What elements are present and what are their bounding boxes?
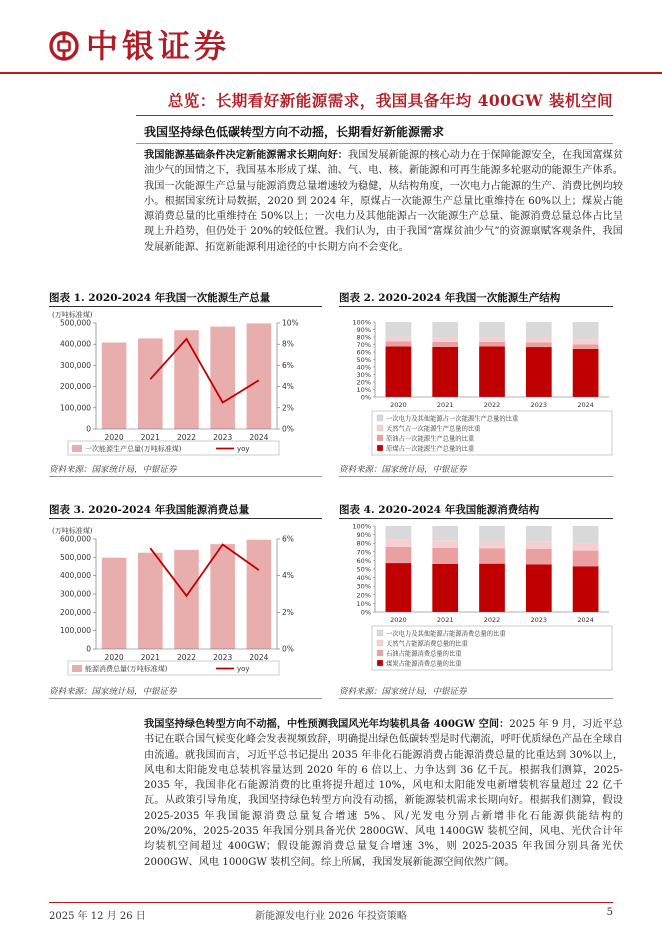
fig2-legend-label: 原煤占一次能源生产总量的比重 [386,445,475,453]
figure-1-title-text: 图表 1. 2020-2024 年我国一次能源生产总量 [49,292,271,304]
fig2-bar-segment [479,322,505,337]
figure-3-title [49,502,249,517]
fig1-right-tick-label: 8% [282,339,294,349]
fig2-bar-segment [573,349,599,397]
fig3-x-tick-label: 2024 [249,653,269,662]
fig2-legend-swatch [377,415,383,421]
fig4-y-tick-label: 90% [356,531,371,540]
figure-4-bottom-rule [339,698,613,699]
fig2-bar-segment [573,344,599,349]
fig2-bar-segment [573,340,599,345]
fig4-bar-segment [573,551,599,567]
figure-1-source: 资料来源：国家统计局，中银证券 [49,465,177,475]
fig2-x-tick-label: 2024 [577,401,594,409]
figure-3-source: 资料来源：国家统计局，中银证券 [49,687,177,697]
fig3-right-tick-label: 4% [282,571,294,581]
fig3-legend-label-bar: 能源消费总量(万吨标准煤) [85,665,168,673]
fig3-left-tick-label: 200,000 [59,607,91,617]
fig4-bar-segment [432,540,458,548]
brand-name: 中银证券 [86,27,231,65]
figure-3-chart [49,520,322,680]
footer-page-number: 5 [606,907,613,918]
fig1-bar [102,343,127,429]
fig1-legend-label-bar: 一次能源生产总量(万吨标准煤) [85,445,182,453]
fig1-left-tick-label: 0 [86,424,91,434]
fig2-x-tick-label: 2023 [530,401,548,409]
fig3-left-tick-label: 500,000 [59,552,91,562]
figure-2-source: 资料来源：国家统计局，中银证券 [339,465,467,475]
fig1-left-tick-label: 400,000 [59,339,91,349]
fig2-bar-segment [432,337,458,342]
fig4-bar-segment [479,526,505,541]
fig1-x-tick-label: 2024 [249,433,269,442]
fig3-right-tick-label: 6% [282,534,294,544]
fig3-right-tick-label: 0% [282,644,294,654]
fig3-bar [138,553,163,649]
fig2-legend-swatch [377,435,383,441]
fig4-x-tick-label: 2020 [390,616,407,624]
fig4-legend-swatch [377,630,383,636]
fig4-bar-segment [573,566,599,612]
figure-3-title-text: 图表 3. 2020-2024 年我国能源消费总量 [49,504,250,516]
section1-body: 我国发展新能源的核心动力在于保障能源安全，在我国富煤贫油少气的国情之下，我国基本形成了煤、油、气、电、核、新能源和可再生能源多轮驱动的能源生产体系。我国一次能源生产总量与能源消费总量增速较为稳健，从结构角度，一次电力占能源的生产、消费比例均较小。根据国家统计局数据，2020 到 2024 年，原煤占一次能源生产总量比重维持在 60%以上；煤炭占能源消费总量的比重维持在 50%以上；一次电力及其他能源占一次能源生产总量、能源消费总量总体占比呈现上升趋势，但仍处于 20%的较低位置。我们认为，由于我国“富煤贫油少气”的资源禀赋客观条件，我国发展新能源、拓宽新能源利用途径的中长期方向不会变化。 [144,150,624,253]
fig4-legend-label: 天然气占能源消费总量的比重 [386,640,468,648]
section2-body: 2025 年 9 月，习近平总书记在联合国气候变化峰会发表视频致辞，明确提出绿色低碳转型是时代潮流，呼吁优质绿色产品在全球自由流通。就我国而言，习近平总书记提出 2035 年非化石能源消费占能源消费总量的比重达到 30%以上，风电和太阳能发电总装机容量达到 2020 年的 6 倍以上、力争达到 36 亿千瓦。根据我们测算，2025-2035 年，我国非化石能源消费的比重将提升超过 10%，风电和太阳能发电新增装机容量超过 22 亿千瓦。从政策引导角度，我国坚持绿色转型方向没有动摇，新能源装机需求长期向好。根据我们测算，假设 2025-2035 年我国能源消费总量复合增速 5%、风/光发电分别占新增非化石能源供能结构的 20%/20%，2025-2035 年我国分别具备光伏 2800GW、风电 1400GW 装机空间，风电、光伏合计年均装机空间超过 400GW；假设能源消费总量复合增速 3%，则 2025-2035 年我国分别具备光伏 2000GW、风电 1000GW 装机空间。综上所属，我国发展新能源空间依然广阔。 [144,719,623,868]
section1-paragraph [144,148,623,255]
section2-lead: 我国坚持绿色转型方向不动摇，中性预测我国风光年均装机具备 400GW 空间： [144,718,510,730]
fig2-y-tick-label: 90% [356,326,371,334]
fig4-x-tick-label: 2022 [483,616,501,624]
fig4-y-tick-label: 80% [356,539,371,548]
fig2-y-tick-label: 20% [356,378,371,387]
fig4-x-tick-label: 2023 [530,616,548,624]
fig4-legend-label: 石油占能源消费总量的比重 [386,650,462,658]
figure-3-rule [49,518,322,519]
fig1-bar [138,338,163,429]
fig4-bar-segment [386,563,412,612]
fig1-right-tick-label: 6% [282,360,294,370]
fig1-right-tick-label: 4% [282,382,294,392]
figure-4-title [339,502,539,517]
fig2-legend-label: 一次电力及其他能源占一次能源生产总量的比重 [386,415,519,423]
fig1-left-tick-label: 300,000 [59,360,91,370]
fig2-legend-swatch [377,425,383,431]
fig2-bar-segment [479,337,505,342]
section-divider [136,143,613,144]
header-divider [0,72,662,74]
fig2-y-tick-label: 70% [356,341,371,349]
fig2-legend-label: 天然气占一次能源生产总量的比重 [386,425,481,433]
fig3-x-tick-label: 2020 [104,653,124,662]
fig1-x-tick-label: 2020 [104,433,124,442]
fig4-x-tick-label: 2024 [577,616,594,624]
fig3-x-tick-label: 2021 [140,653,160,662]
fig4-y-tick-label: 100% [352,522,371,531]
fig4-y-tick-label: 70% [356,548,371,557]
fig4-y-tick-label: 10% [356,599,371,608]
fig3-yoy-line [150,545,259,596]
fig2-bar-segment [432,322,458,337]
bank-of-china-logo-icon [49,31,79,61]
fig1-left-tick-label: 200,000 [59,382,91,392]
fig1-bar [210,327,235,429]
fig3-bar [210,544,235,649]
fig2-y-tick-label: 80% [356,333,371,342]
fig4-legend-swatch [377,650,383,656]
fig4-y-tick-label: 60% [356,556,371,565]
footer-date: 2025 年 12 月 26 日 [49,911,146,922]
fig2-bar-segment [479,342,505,347]
fig2-bar-segment [526,322,552,338]
fig4-legend-swatch [377,640,383,646]
fig2-y-tick-label: 60% [356,348,371,357]
page-title: 总览：长期看好新能源需求，我国具备年均 400GW 装机空间 [167,91,613,110]
fig2-y-tick-label: 40% [356,363,371,372]
fig2-bar-segment [386,337,412,342]
fig2-bar-segment [526,342,552,347]
fig2-y-tick-label: 10% [356,386,371,394]
fig4-bar-segment [479,548,505,563]
fig1-x-tick-label: 2021 [140,433,160,442]
fig1-right-tick-label: 0% [282,424,294,434]
fig3-left-tick-label: 100,000 [59,626,91,636]
fig2-bar-segment [432,342,458,347]
section-heading: 我国坚持绿色低碳转型方向不动摇，长期看好新能源需求 [144,125,445,139]
figure-1-title [49,290,270,305]
fig3-unit-label: (万吨标准煤) [52,527,93,535]
figure-4-rule [339,518,613,519]
fig4-legend-label: 一次电力及其他能源占能源消费总量的比重 [386,630,506,638]
fig2-bar-segment [386,346,412,397]
fig1-x-tick-label: 2023 [213,433,233,442]
figure-1-chart [49,308,322,460]
fig1-legend-swatch-bar [72,445,82,452]
fig4-bar-segment [479,564,505,612]
fig2-bar-segment [526,347,552,397]
fig2-x-tick-label: 2022 [483,401,501,409]
fig1-legend-label-line: yoy [237,445,250,453]
fig4-bar-segment [526,549,552,565]
fig2-y-tick-label: 100% [352,318,371,327]
figure-1-bottom-rule [49,476,322,477]
fig1-left-tick-label: 500,000 [59,318,91,328]
fig2-y-tick-label: 30% [356,371,371,379]
fig2-x-tick-label: 2020 [390,401,407,409]
figure-4-title-text: 图表 4. 2020-2024 年我国能源消费结构 [339,504,540,516]
fig4-bar-segment [526,564,552,612]
fig4-y-tick-label: 20% [356,591,371,600]
fig3-bar [102,558,127,649]
section2-paragraph [144,717,623,870]
fig2-legend-label: 原油占一次能源生产总量的比重 [386,435,475,443]
fig4-legend-swatch [377,660,383,666]
fig1-bar [247,323,272,429]
fig4-y-tick-label: 40% [356,574,371,583]
fig3-x-tick-label: 2023 [213,653,233,662]
fig4-bar-segment [526,526,552,541]
fig4-y-tick-label: 0% [360,608,371,617]
figure-2-chart [339,308,613,460]
fig4-bar-segment [432,548,458,564]
fig4-bar-segment [526,541,552,548]
figure-2-rule [339,306,613,307]
fig4-x-tick-label: 2021 [436,616,454,624]
fig1-yoy-line [150,339,259,403]
fig3-left-tick-label: 400,000 [59,571,91,581]
fig1-right-tick-label: 10% [282,318,299,328]
fig2-bar-segment [479,346,505,397]
fig4-bar-segment [386,526,412,540]
figure-2-title [339,290,560,305]
footer-divider [49,902,613,903]
page-header [0,0,662,74]
fig3-left-tick-label: 0 [86,644,91,654]
fig2-bar-segment [573,322,599,340]
fig3-legend-label-line: yoy [237,665,250,673]
figure-2-bottom-rule [339,476,613,477]
fig1-left-tick-label: 100,000 [59,403,91,413]
fig4-bar-segment [479,541,505,548]
fig1-x-tick-label: 2022 [176,433,197,442]
fig2-y-tick-label: 0% [360,393,371,402]
figure-4-chart [339,520,613,680]
figure-2-title-text: 图表 2. 2020-2024 年我国一次能源生产结构 [339,292,561,304]
fig3-legend-swatch-bar [72,665,82,672]
fig1-bar [174,330,199,429]
fig2-y-tick-label: 50% [356,356,371,364]
fig3-bar [174,550,199,649]
fig4-bar-segment [386,547,412,563]
fig2-bar-segment [386,322,412,337]
fig2-x-tick-label: 2021 [436,401,454,409]
fig2-bar-segment [526,338,552,343]
fig3-left-tick-label: 300,000 [59,589,91,599]
figure-3-bottom-rule [49,698,322,699]
fig3-left-tick-label: 600,000 [59,534,91,544]
section1-lead: 我国能源基础条件决定新能源需求长期向好： [144,149,348,161]
fig2-bar-segment [386,341,412,346]
title-divider [136,115,613,116]
fig1-right-tick-label: 2% [282,403,294,413]
footer-report-name: 新能源发电行业 2026 年投资策略 [255,911,407,922]
fig2-legend-swatch [377,445,383,451]
fig4-bar-segment [432,564,458,612]
fig3-x-tick-label: 2022 [176,653,197,662]
figure-1-rule [49,306,322,307]
fig4-bar-segment [386,540,412,547]
fig4-y-tick-label: 30% [356,582,371,591]
fig2-bar-segment [432,347,458,397]
fig4-bar-segment [432,526,458,540]
fig4-y-tick-label: 50% [356,565,371,574]
fig1-unit-label: (万吨标准煤) [52,311,93,319]
fig3-right-tick-label: 2% [282,607,294,617]
fig3-bar [247,540,272,649]
fig4-bar-segment [573,526,599,543]
fig4-legend-label: 煤炭占能源消费总量的比重 [386,660,462,668]
fig4-bar-segment [573,543,599,551]
figure-4-source: 资料来源：国家统计局，中银证券 [339,687,467,697]
